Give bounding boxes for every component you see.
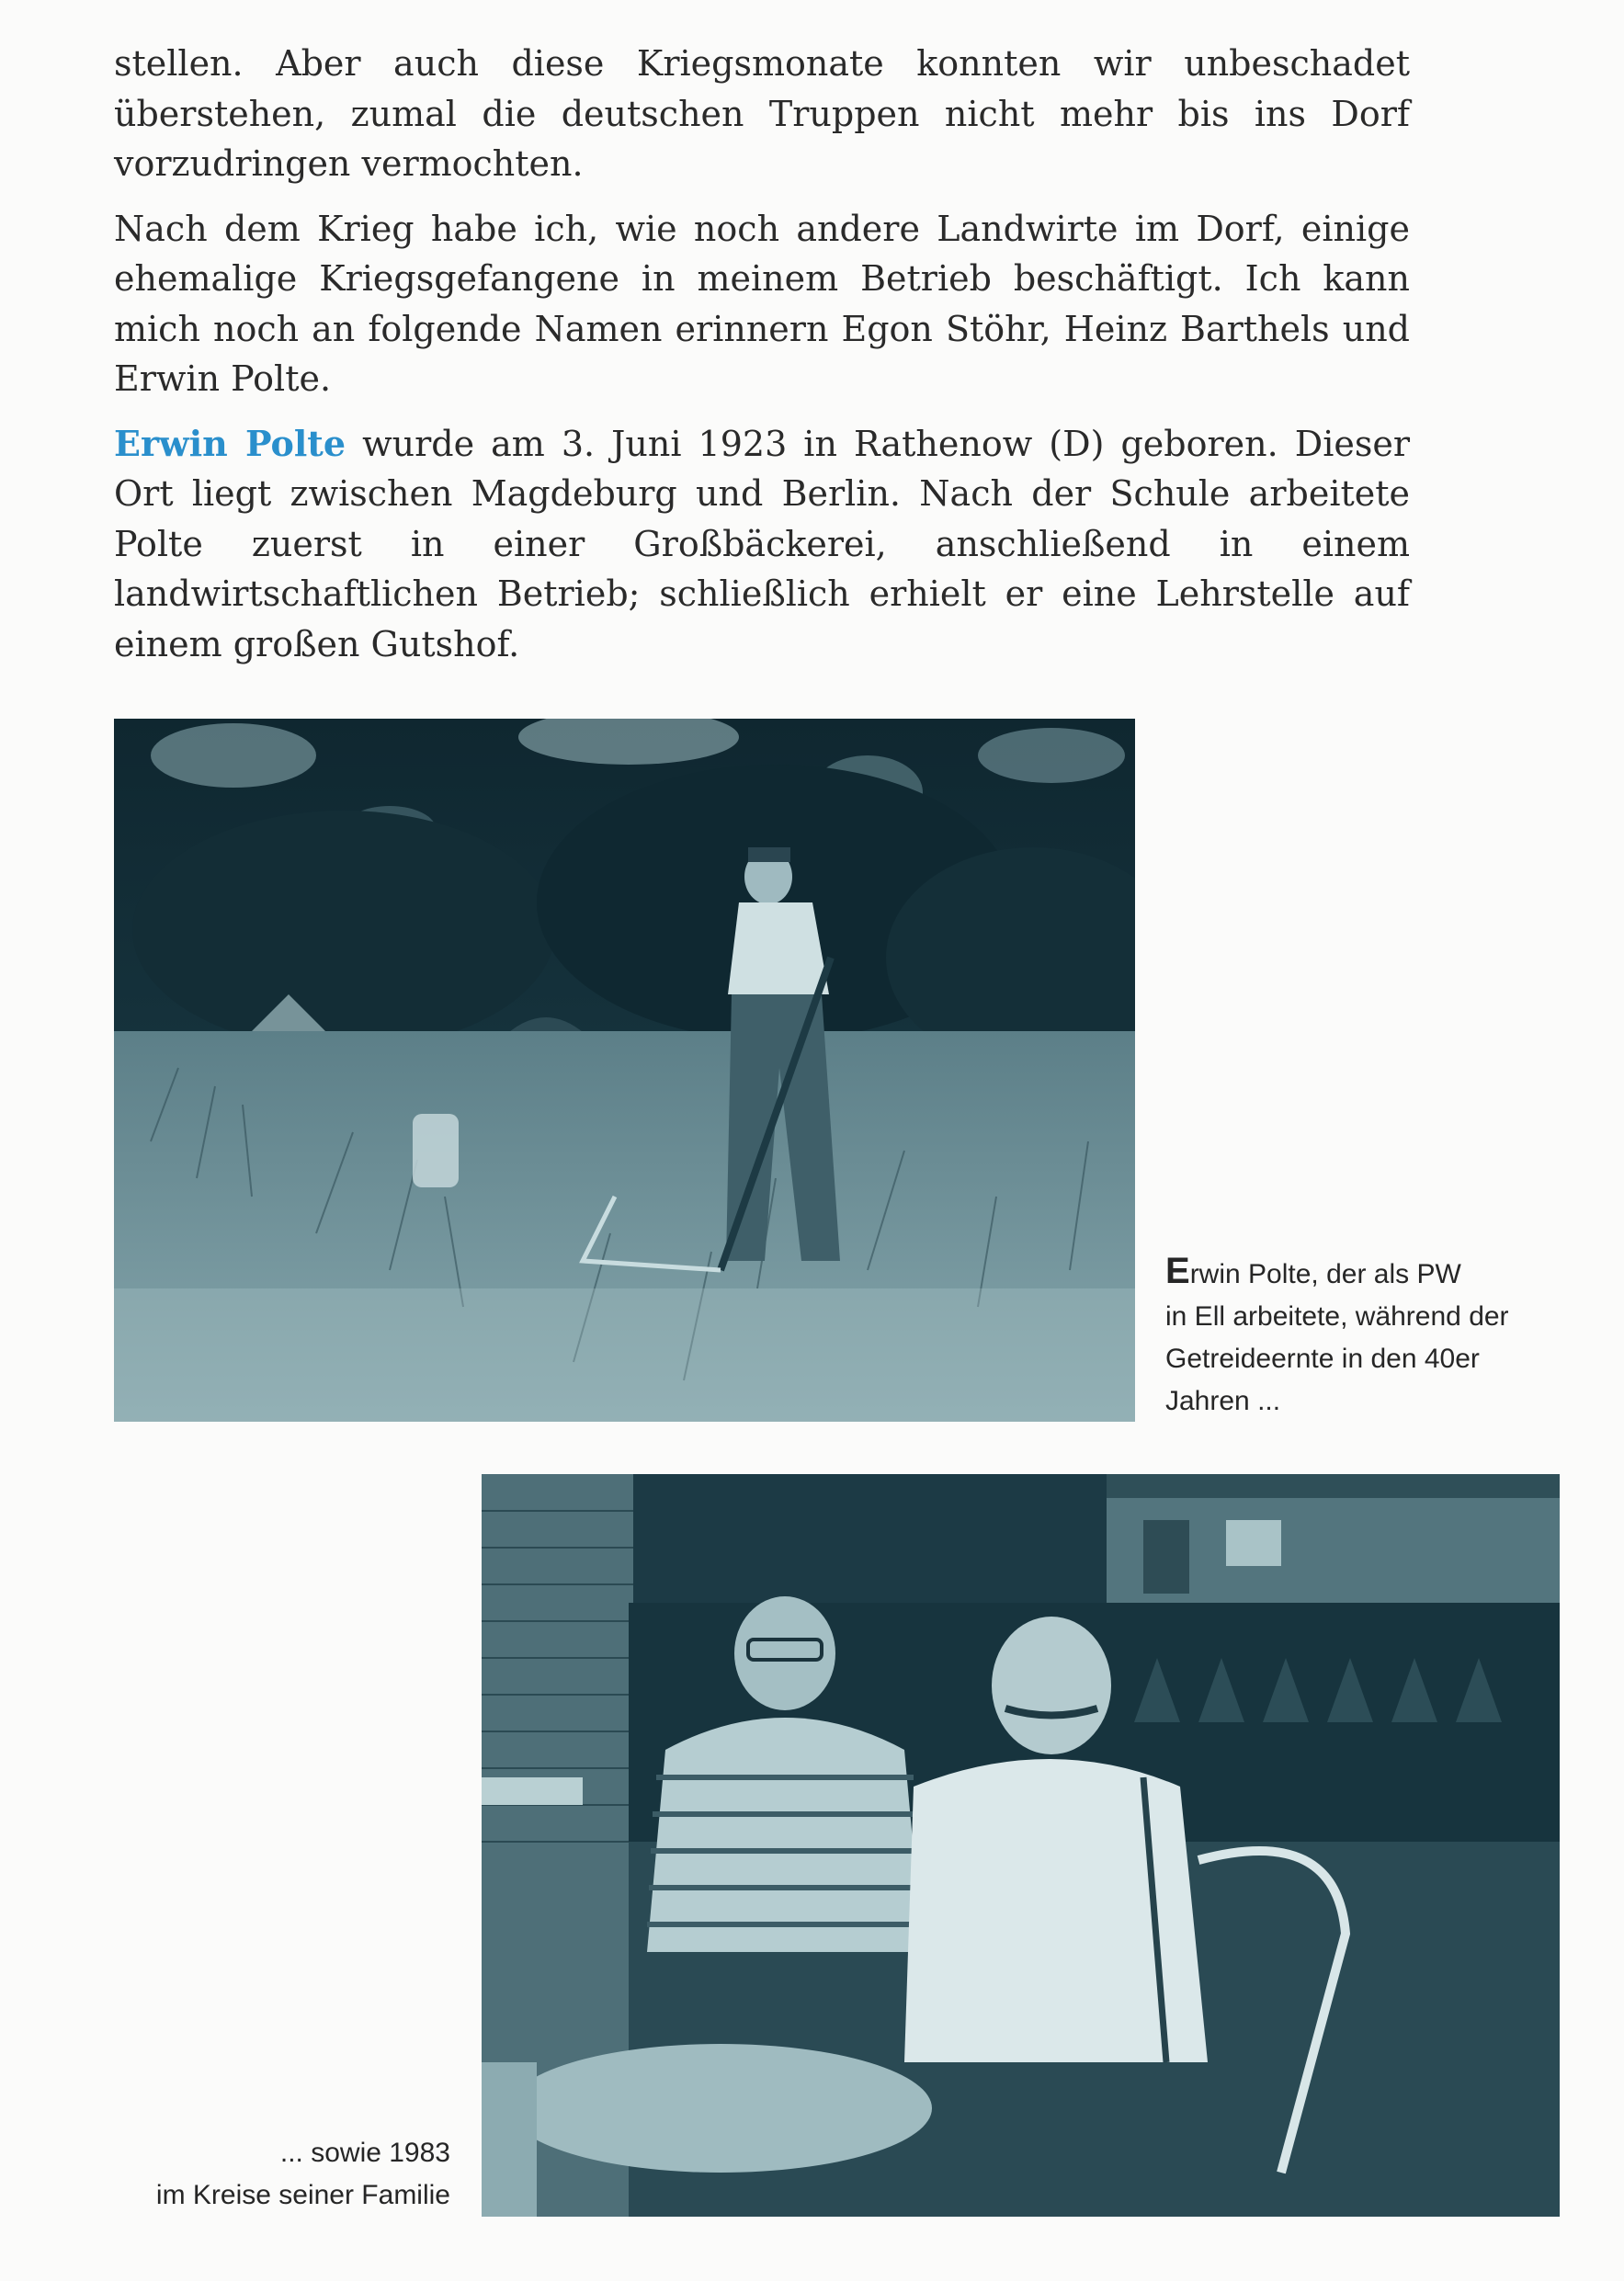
caption-1-line-4: Jahren ... — [1165, 1386, 1281, 1416]
caption-2-line-2: im Kreise seiner Familie — [155, 2180, 450, 2210]
article-body — [114, 39, 1410, 684]
paragraph-3 — [114, 419, 1410, 670]
caption-photo-1 — [1165, 1250, 1551, 1423]
caption-1-line-3: Getreideernte in den 40er — [1165, 1344, 1480, 1374]
caption-dropcap: E — [1165, 1251, 1190, 1291]
paragraph-3-text: wurde am 3. Juni 1923 in Rathenow (D) geboren. Dieser Ort liegt zwischen Magdeburg und Berlin. Nach der Schule arbeitete Polte zuerst in einer Großbäckerei, anschließend in einem landwirtschaftlichen Betrieb; schließlich erhielt er eine Lehrstelle auf einem großen Gutshof. — [114, 423, 1410, 664]
photo-harvest-scythe — [114, 719, 1135, 1422]
caption-2-line-1: ... sowie 1983 — [279, 2138, 450, 2168]
caption-1-line-1: rwin Polte, der als PW — [1189, 1259, 1461, 1289]
caption-1-line-2: in Ell arbeitete, während der — [1165, 1301, 1509, 1332]
paragraph-1: stellen. Aber auch diese Kriegsmonate konnten wir unbeschadet überstehen, zumal die deutschen Truppen nicht mehr bis ins Dorf vorzudringen vermochten. — [114, 43, 1410, 184]
photo-family-1983 — [482, 1474, 1560, 2217]
paragraph-2: Nach dem Krieg habe ich, wie noch andere Landwirte im Dorf, einige ehemalige Kriegsgefangene in meinem Betrieb beschäftigt. Ich kann mich noch an folgende Namen erinnern Egon Stöhr, Heinz Barthels und Erwin Polte. — [114, 208, 1410, 399]
caption-photo-2 — [92, 2132, 450, 2217]
highlighted-name: Erwin Polte — [114, 422, 346, 464]
